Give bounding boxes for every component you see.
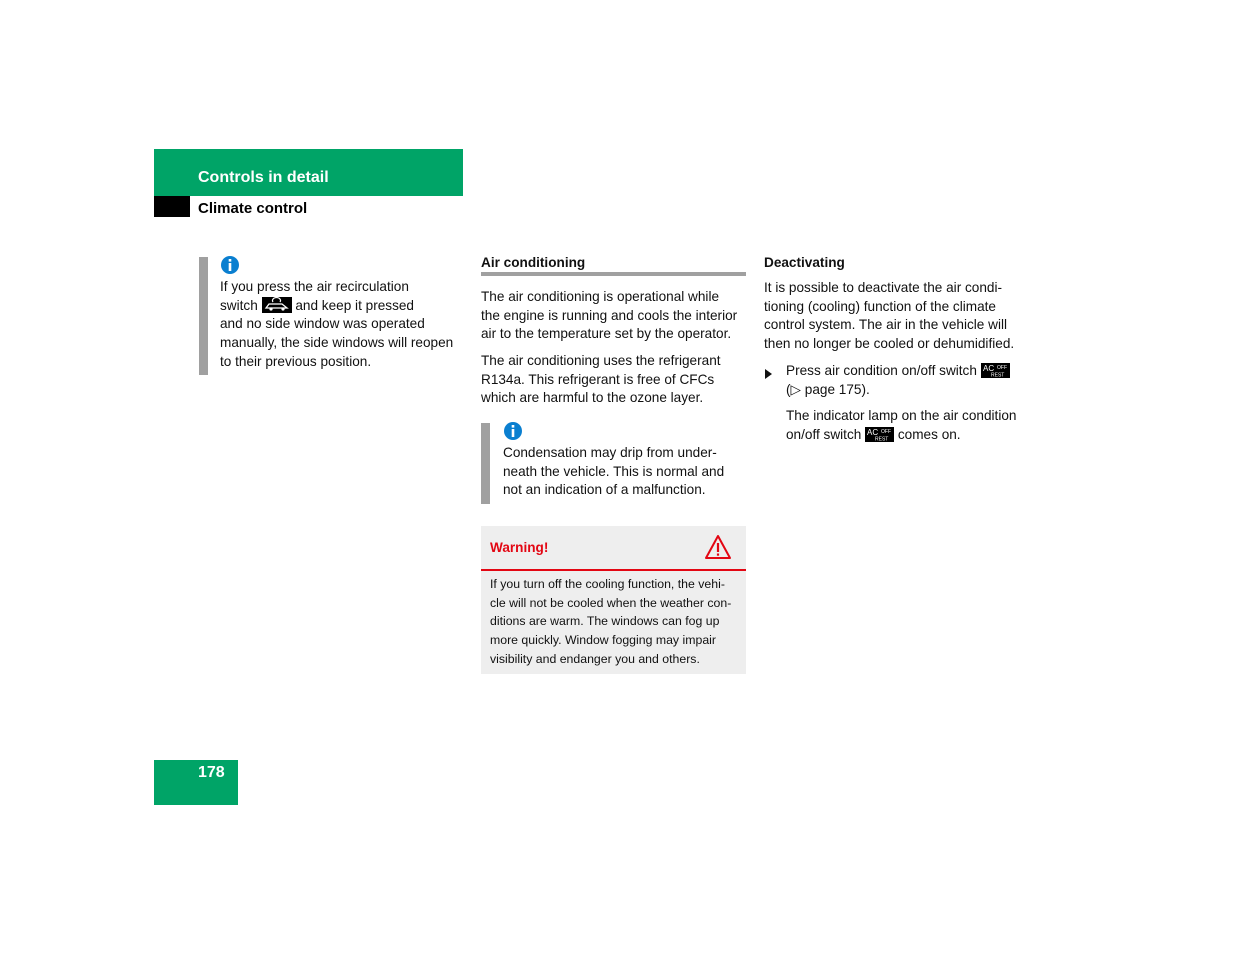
recirculation-note: If you press the air recirculation switch and keep it pressed and no side window was operated manually, the side windows will reopen to their previous position. [220, 279, 454, 369]
ac-off-switch-icon [865, 427, 894, 442]
svg-text:OFF: OFF [996, 365, 1007, 371]
header-marker [154, 196, 190, 217]
page-number: 178 [198, 764, 225, 781]
deactivating-heading: Deactivating [764, 255, 845, 270]
deactivating-result: The indicator lamp on the air condition on/off switch AC OFF REST comes on. [786, 408, 1017, 442]
air-recirculation-switch-icon [262, 297, 292, 313]
ac-paragraph-2: The air conditioning uses the refrigerant R134a. This refrigerant is free of CFCs which are harmful to the ozone layer. [481, 353, 721, 406]
ac-off-switch-icon [981, 363, 1010, 378]
warning-triangle-icon [704, 534, 732, 560]
step-bullet [765, 366, 772, 384]
condensation-note: Condensation may drip from under- neath the vehicle. This is normal and not an indication of a malfunction. [503, 445, 725, 498]
warning-rule [481, 569, 746, 571]
svg-text:AC: AC [982, 364, 994, 373]
info-icon [221, 256, 239, 274]
section-title: Controls in detail [198, 169, 329, 186]
svg-text:REST: REST [990, 372, 1005, 378]
info-bar [481, 423, 490, 504]
warning-title: Warning! [490, 540, 549, 555]
deactivating-step: Press air condition on/off switch AC OFF REST (▷ page 175). [786, 362, 1046, 399]
svg-text:REST: REST [875, 436, 889, 442]
subsection-title: Climate control [198, 200, 308, 217]
info-icon [504, 422, 522, 440]
deactivating-paragraph: It is possible to deactivate the air condi- tioning (cooling) function of the climate control system. The air in the vehicle will then no longer be cooled or dehumidified. [764, 280, 1015, 352]
svg-text:OFF: OFF [881, 428, 892, 435]
page-reference: (▷ page 175). [786, 381, 870, 397]
page-number-box [154, 760, 238, 805]
info-bar [199, 257, 208, 375]
warning-text: If you turn off the cooling function, the vehi- cle will not be cooled when the weather con- ditions are warm. The windows can fog up more quickly. Window fogging may impair visibility and endanger you and others. [490, 577, 732, 666]
heading-rule [481, 272, 746, 276]
svg-text:AC: AC [867, 427, 879, 437]
ac-paragraph-1: The air conditioning is operational while the engine is running and cools the interior air to the temperature set by the operator. [481, 289, 738, 342]
air-conditioning-heading: Air conditioning [481, 255, 586, 270]
